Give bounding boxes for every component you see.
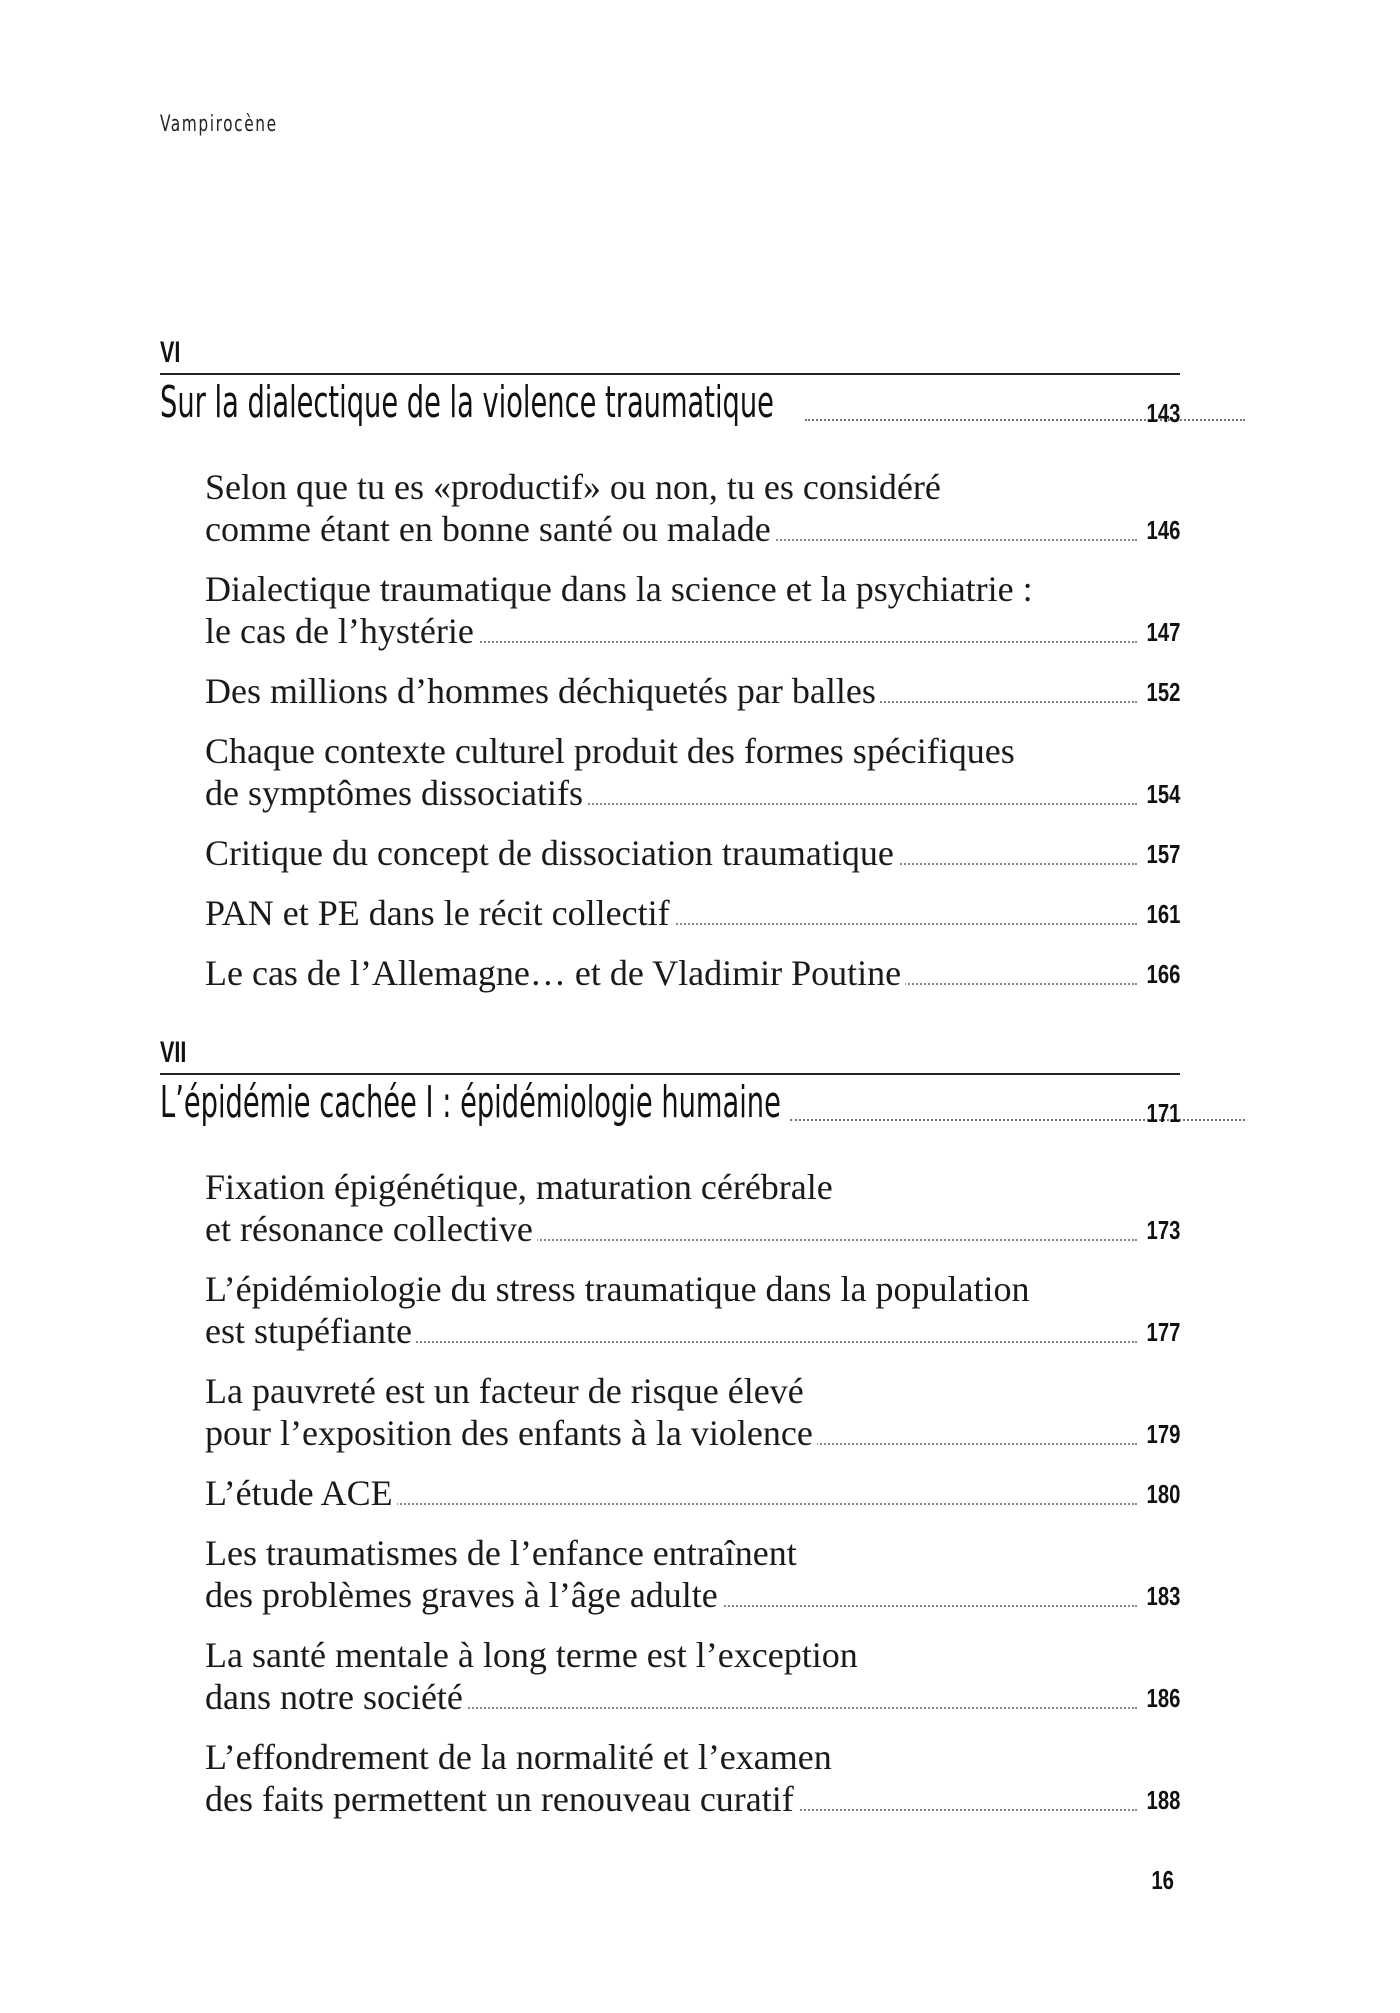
entry-page-number: 183 — [1146, 1581, 1180, 1611]
entry-line: le cas de l’hystérie — [205, 611, 478, 651]
toc-entry[interactable] — [205, 952, 1180, 994]
chapter-page-number: 143 — [1146, 398, 1180, 428]
entry-line: Les traumatismes de l’enfance entraînent — [205, 1533, 797, 1573]
entry-line: Critique du concept de dissociation traumatique — [205, 833, 898, 873]
entry-page-number: 157 — [1146, 839, 1180, 869]
toc-entry[interactable] — [205, 832, 1180, 874]
chapter-rule — [160, 1073, 1180, 1075]
entry-page-number: 180 — [1146, 1479, 1180, 1509]
entry-line: est stupéfiante — [205, 1311, 416, 1351]
toc-entry[interactable] — [205, 1166, 1180, 1250]
toc-entry[interactable] — [205, 1268, 1180, 1352]
toc-entry[interactable] — [205, 1736, 1180, 1820]
entry-line: des faits permettent un renouveau curatif — [205, 1779, 798, 1819]
entry-page-number: 188 — [1146, 1785, 1180, 1815]
entry-line: comme étant en bonne santé ou malade — [205, 509, 775, 549]
entry-page-number: 166 — [1146, 959, 1180, 989]
chapter-title: L’épidémie cachée I : épidémiologie humaine — [160, 1077, 781, 1128]
toc-entry[interactable] — [205, 670, 1180, 712]
entry-line: de symptômes dissociatifs — [205, 773, 587, 813]
toc-entry[interactable] — [205, 1472, 1180, 1514]
entry-line: pour l’exposition des enfants à la violence — [205, 1413, 817, 1453]
entry-page-number: 161 — [1146, 899, 1180, 929]
entry-line: Des millions d’hommes déchiquetés par balles — [205, 671, 880, 711]
toc-entry[interactable] — [205, 1532, 1180, 1616]
entry-page-number: 173 — [1146, 1215, 1180, 1245]
page-number: 16 — [1151, 1865, 1174, 1895]
chapter-number: VI — [160, 336, 181, 369]
entry-line: Chaque contexte culturel produit des formes spécifiques — [205, 731, 1015, 771]
entry-line: PAN et PE dans le récit collectif — [205, 893, 674, 933]
entry-page-number: 186 — [1146, 1683, 1180, 1713]
entry-line: dans notre société — [205, 1677, 467, 1717]
entry-page-number: 154 — [1146, 779, 1180, 809]
toc-entry[interactable] — [205, 730, 1180, 814]
chapter-vii — [160, 1036, 1180, 1131]
entry-line: Selon que tu es «productif» ou non, tu es considéré — [205, 467, 941, 507]
toc-entry[interactable] — [205, 892, 1180, 934]
entry-line: des problèmes graves à l’âge adulte — [205, 1575, 722, 1615]
toc-entry[interactable] — [205, 568, 1180, 652]
entry-line: L’épidémiologie du stress traumatique dans la population — [205, 1269, 1030, 1309]
entry-page-number: 179 — [1146, 1419, 1180, 1449]
entry-line: L’étude ACE — [205, 1473, 397, 1513]
entry-line: La pauvreté est un facteur de risque élevé — [205, 1371, 804, 1411]
entry-line: et résonance collective — [205, 1209, 537, 1249]
entry-page-number: 152 — [1146, 677, 1180, 707]
chapter-vi — [160, 336, 1180, 431]
chapter-title: Sur la dialectique de la violence traumatique — [160, 377, 774, 428]
entry-page-number: 146 — [1146, 515, 1180, 545]
entry-line: Fixation épigénétique, maturation cérébrale — [205, 1167, 833, 1207]
entry-line: Le cas de l’Allemagne… et de Vladimir Poutine — [205, 953, 905, 993]
toc-entry[interactable] — [205, 1370, 1180, 1454]
chapter-title-row[interactable] — [160, 379, 1180, 431]
chapter-page-number: 171 — [1146, 1098, 1180, 1128]
chapter-rule — [160, 373, 1180, 375]
entry-line: L’effondrement de la normalité et l’examen — [205, 1737, 832, 1777]
entry-line: La santé mentale à long terme est l’exception — [205, 1635, 858, 1675]
running-head: Vampirocène — [160, 112, 278, 137]
entry-page-number: 177 — [1146, 1317, 1180, 1347]
toc-entry[interactable] — [205, 1634, 1180, 1718]
entry-page-number: 147 — [1146, 617, 1180, 647]
chapter-title-row[interactable] — [160, 1079, 1180, 1131]
toc-entry[interactable] — [205, 466, 1180, 550]
chapter-number: VII — [160, 1036, 187, 1069]
entry-line: Dialectique traumatique dans la science et la psychiatrie : — [205, 569, 1033, 609]
